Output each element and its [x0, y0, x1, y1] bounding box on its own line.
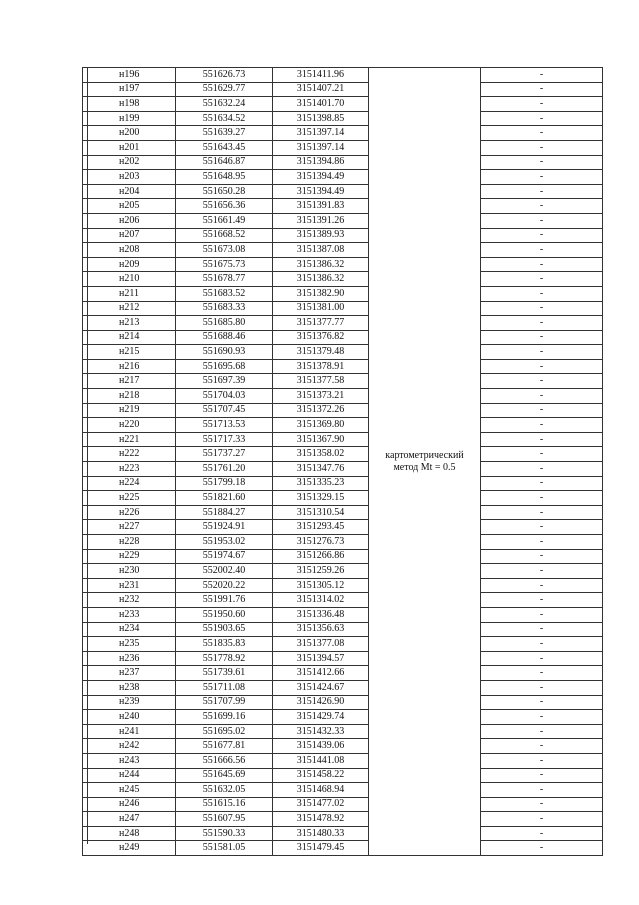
y-coordinate-cell: 3151398.85 — [273, 111, 369, 126]
x-coordinate-cell: 551821.60 — [176, 491, 273, 506]
x-coordinate-cell: 551673.08 — [176, 243, 273, 258]
y-coordinate-cell: 3151335.23 — [273, 476, 369, 491]
table-row — [83, 345, 603, 360]
point-id-cell: н243 — [83, 753, 176, 768]
point-id-cell: н237 — [83, 666, 176, 681]
point-id-cell: н234 — [83, 622, 176, 637]
table-row — [83, 403, 603, 418]
dash-mark-cell: - — [481, 797, 603, 812]
point-id-cell: н215 — [83, 345, 176, 360]
dash-mark-cell: - — [481, 257, 603, 272]
dash-mark-cell: - — [481, 476, 603, 491]
y-coordinate-cell: 3151432.33 — [273, 724, 369, 739]
dash-mark-cell: - — [481, 286, 603, 301]
table-row — [83, 140, 603, 155]
dash-mark-cell: - — [481, 578, 603, 593]
coordinates-table — [82, 67, 603, 856]
point-id-cell: н242 — [83, 739, 176, 754]
y-coordinate-cell: 3151373.21 — [273, 389, 369, 404]
x-coordinate-cell: 551590.33 — [176, 826, 273, 841]
point-id-cell: н212 — [83, 301, 176, 316]
x-coordinate-cell: 551656.36 — [176, 199, 273, 214]
table-row — [83, 272, 603, 287]
table-row — [83, 330, 603, 345]
dash-mark-cell: - — [481, 68, 603, 83]
x-coordinate-cell: 551799.18 — [176, 476, 273, 491]
y-coordinate-cell: 3151314.02 — [273, 593, 369, 608]
dash-mark-cell: - — [481, 272, 603, 287]
y-coordinate-cell: 3151429.74 — [273, 710, 369, 725]
dash-mark-cell: - — [481, 593, 603, 608]
y-coordinate-cell: 3151305.12 — [273, 578, 369, 593]
table-row — [83, 651, 603, 666]
x-coordinate-cell: 551615.16 — [176, 797, 273, 812]
x-coordinate-cell: 551643.45 — [176, 140, 273, 155]
y-coordinate-cell: 3151376.82 — [273, 330, 369, 345]
x-coordinate-cell: 551950.60 — [176, 607, 273, 622]
x-coordinate-cell: 551632.05 — [176, 783, 273, 798]
table-row — [83, 155, 603, 170]
x-coordinate-cell: 551974.67 — [176, 549, 273, 564]
table-row — [83, 622, 603, 637]
dash-mark-cell: - — [481, 462, 603, 477]
dash-mark-cell: - — [481, 330, 603, 345]
table-row — [83, 184, 603, 199]
dash-mark-cell: - — [481, 607, 603, 622]
table-row — [83, 374, 603, 389]
y-coordinate-cell: 3151439.06 — [273, 739, 369, 754]
dash-mark-cell: - — [481, 432, 603, 447]
x-coordinate-cell: 551884.27 — [176, 505, 273, 520]
point-id-cell: н229 — [83, 549, 176, 564]
y-coordinate-cell: 3151356.63 — [273, 622, 369, 637]
y-coordinate-cell: 3151386.32 — [273, 272, 369, 287]
x-coordinate-cell: 551677.81 — [176, 739, 273, 754]
dash-mark-cell: - — [481, 651, 603, 666]
table-row — [83, 724, 603, 739]
y-coordinate-cell: 3151369.80 — [273, 418, 369, 433]
point-id-cell: н220 — [83, 418, 176, 433]
point-id-cell: н209 — [83, 257, 176, 272]
method-cell — [369, 68, 481, 856]
x-coordinate-cell: 551711.08 — [176, 680, 273, 695]
x-coordinate-cell: 551650.28 — [176, 184, 273, 199]
coordinates-table-body — [83, 68, 603, 856]
y-coordinate-cell: 3151293.45 — [273, 520, 369, 535]
table-row — [83, 578, 603, 593]
table-row — [83, 68, 603, 83]
point-id-cell: н201 — [83, 140, 176, 155]
table-row — [83, 447, 603, 462]
x-coordinate-cell: 551581.05 — [176, 841, 273, 856]
y-coordinate-cell: 3151394.86 — [273, 155, 369, 170]
x-coordinate-cell: 551666.56 — [176, 753, 273, 768]
dash-mark-cell: - — [481, 345, 603, 360]
x-coordinate-cell: 551632.24 — [176, 97, 273, 112]
x-coordinate-cell: 551645.69 — [176, 768, 273, 783]
x-coordinate-cell: 551634.52 — [176, 111, 273, 126]
x-coordinate-cell: 551903.65 — [176, 622, 273, 637]
dash-mark-cell: - — [481, 228, 603, 243]
y-coordinate-cell: 3151480.33 — [273, 826, 369, 841]
y-coordinate-cell: 3151266.86 — [273, 549, 369, 564]
y-coordinate-cell: 3151377.08 — [273, 637, 369, 652]
dash-mark-cell: - — [481, 753, 603, 768]
dash-mark-cell: - — [481, 695, 603, 710]
point-id-cell: н233 — [83, 607, 176, 622]
y-coordinate-cell: 3151441.08 — [273, 753, 369, 768]
point-id-cell: н219 — [83, 403, 176, 418]
x-coordinate-cell: 551704.03 — [176, 389, 273, 404]
dash-mark-cell: - — [481, 213, 603, 228]
x-coordinate-cell: 551717.33 — [176, 432, 273, 447]
point-id-cell: н210 — [83, 272, 176, 287]
x-coordinate-cell: 551683.33 — [176, 301, 273, 316]
y-coordinate-cell: 3151478.92 — [273, 812, 369, 827]
x-coordinate-cell: 551695.68 — [176, 359, 273, 374]
x-coordinate-cell: 551661.49 — [176, 213, 273, 228]
x-coordinate-cell: 551699.16 — [176, 710, 273, 725]
table-row — [83, 126, 603, 141]
table-row — [83, 82, 603, 97]
y-coordinate-cell: 3151381.00 — [273, 301, 369, 316]
y-coordinate-cell: 3151329.15 — [273, 491, 369, 506]
x-coordinate-cell: 551695.02 — [176, 724, 273, 739]
x-coordinate-cell: 551668.52 — [176, 228, 273, 243]
dash-mark-cell: - — [481, 739, 603, 754]
dash-mark-cell: - — [481, 389, 603, 404]
dash-mark-cell: - — [481, 520, 603, 535]
point-id-cell: н197 — [83, 82, 176, 97]
y-coordinate-cell: 3151391.26 — [273, 213, 369, 228]
x-coordinate-cell: 551835.83 — [176, 637, 273, 652]
table-row — [83, 301, 603, 316]
dash-mark-cell: - — [481, 403, 603, 418]
x-coordinate-cell: 551626.73 — [176, 68, 273, 83]
table-row — [83, 476, 603, 491]
table-row — [83, 797, 603, 812]
table-row — [83, 505, 603, 520]
y-coordinate-cell: 3151276.73 — [273, 535, 369, 550]
point-id-cell: н202 — [83, 155, 176, 170]
dash-mark-cell: - — [481, 637, 603, 652]
dash-mark-cell: - — [481, 126, 603, 141]
dash-mark-cell: - — [481, 724, 603, 739]
dash-mark-cell: - — [481, 622, 603, 637]
x-coordinate-cell: 551639.27 — [176, 126, 273, 141]
point-id-cell: н213 — [83, 316, 176, 331]
dash-mark-cell: - — [481, 82, 603, 97]
dash-mark-cell: - — [481, 812, 603, 827]
point-id-cell: н196 — [83, 68, 176, 83]
table-row — [83, 666, 603, 681]
table-row — [83, 418, 603, 433]
dash-mark-cell: - — [481, 491, 603, 506]
dash-mark-cell: - — [481, 140, 603, 155]
point-id-cell: н222 — [83, 447, 176, 462]
y-coordinate-cell: 3151394.57 — [273, 651, 369, 666]
table-row — [83, 199, 603, 214]
point-id-cell: н238 — [83, 680, 176, 695]
y-coordinate-cell: 3151391.83 — [273, 199, 369, 214]
point-id-cell: н198 — [83, 97, 176, 112]
dash-mark-cell: - — [481, 549, 603, 564]
dash-mark-cell: - — [481, 680, 603, 695]
point-id-cell: н200 — [83, 126, 176, 141]
point-id-cell: н225 — [83, 491, 176, 506]
x-coordinate-cell: 551648.95 — [176, 170, 273, 185]
x-coordinate-cell: 551713.53 — [176, 418, 273, 433]
table-row — [83, 564, 603, 579]
y-coordinate-cell: 3151468.94 — [273, 783, 369, 798]
point-id-cell: н231 — [83, 578, 176, 593]
point-id-cell: н236 — [83, 651, 176, 666]
x-coordinate-cell: 551685.80 — [176, 316, 273, 331]
table-row — [83, 841, 603, 856]
x-coordinate-cell: 551991.76 — [176, 593, 273, 608]
y-coordinate-cell: 3151458.22 — [273, 768, 369, 783]
point-id-cell: н249 — [83, 841, 176, 856]
table-row — [83, 491, 603, 506]
x-coordinate-cell: 551707.45 — [176, 403, 273, 418]
point-id-cell: н216 — [83, 359, 176, 374]
x-coordinate-cell: 551690.93 — [176, 345, 273, 360]
point-id-cell: н207 — [83, 228, 176, 243]
y-coordinate-cell: 3151394.49 — [273, 184, 369, 199]
table-row — [83, 316, 603, 331]
y-coordinate-cell: 3151424.67 — [273, 680, 369, 695]
point-id-cell: н218 — [83, 389, 176, 404]
table-row — [83, 462, 603, 477]
x-coordinate-cell: 552020.22 — [176, 578, 273, 593]
dash-mark-cell: - — [481, 535, 603, 550]
table-row — [83, 228, 603, 243]
table-row — [83, 695, 603, 710]
table-row — [83, 812, 603, 827]
table-row — [83, 520, 603, 535]
x-coordinate-cell: 551924.91 — [176, 520, 273, 535]
coordinates-document — [82, 67, 602, 856]
x-coordinate-cell: 551697.39 — [176, 374, 273, 389]
y-coordinate-cell: 3151426.90 — [273, 695, 369, 710]
point-id-cell: н230 — [83, 564, 176, 579]
dash-mark-cell: - — [481, 155, 603, 170]
y-coordinate-cell: 3151378.91 — [273, 359, 369, 374]
point-id-cell: н208 — [83, 243, 176, 258]
point-id-cell: н240 — [83, 710, 176, 725]
table-row — [83, 680, 603, 695]
table-row — [83, 739, 603, 754]
dash-mark-cell: - — [481, 783, 603, 798]
table-row — [83, 359, 603, 374]
table-row — [83, 710, 603, 725]
table-row — [83, 826, 603, 841]
point-id-cell: н247 — [83, 812, 176, 827]
x-coordinate-cell: 551953.02 — [176, 535, 273, 550]
point-id-cell: н239 — [83, 695, 176, 710]
dash-mark-cell: - — [481, 826, 603, 841]
point-id-cell: н246 — [83, 797, 176, 812]
table-row — [83, 753, 603, 768]
y-coordinate-cell: 3151358.02 — [273, 447, 369, 462]
y-coordinate-cell: 3151387.08 — [273, 243, 369, 258]
point-id-cell: н244 — [83, 768, 176, 783]
table-row — [83, 768, 603, 783]
x-coordinate-cell: 551737.27 — [176, 447, 273, 462]
y-coordinate-cell: 3151310.54 — [273, 505, 369, 520]
y-coordinate-cell: 3151377.77 — [273, 316, 369, 331]
y-coordinate-cell: 3151336.48 — [273, 607, 369, 622]
x-coordinate-cell: 551646.87 — [176, 155, 273, 170]
table-row — [83, 607, 603, 622]
dash-mark-cell: - — [481, 564, 603, 579]
x-coordinate-cell: 551707.99 — [176, 695, 273, 710]
point-id-cell: н226 — [83, 505, 176, 520]
point-id-cell: н211 — [83, 286, 176, 301]
table-row — [83, 97, 603, 112]
point-id-cell: н217 — [83, 374, 176, 389]
point-id-cell: н223 — [83, 462, 176, 477]
x-coordinate-cell: 551678.77 — [176, 272, 273, 287]
dash-mark-cell: - — [481, 243, 603, 258]
method-line-2: метод Mt = 0.5 — [393, 461, 456, 473]
x-coordinate-cell: 551739.61 — [176, 666, 273, 681]
point-id-cell: н248 — [83, 826, 176, 841]
x-coordinate-cell: 552002.40 — [176, 564, 273, 579]
dash-mark-cell: - — [481, 418, 603, 433]
method-line-1: картометрический — [385, 449, 464, 461]
table-row — [83, 257, 603, 272]
table-row — [83, 432, 603, 447]
dash-mark-cell: - — [481, 359, 603, 374]
table-row — [83, 549, 603, 564]
point-id-cell: н232 — [83, 593, 176, 608]
dash-mark-cell: - — [481, 301, 603, 316]
x-coordinate-cell: 551761.20 — [176, 462, 273, 477]
table-row — [83, 535, 603, 550]
dash-mark-cell: - — [481, 710, 603, 725]
x-coordinate-cell: 551629.77 — [176, 82, 273, 97]
y-coordinate-cell: 3151411.96 — [273, 68, 369, 83]
x-coordinate-cell: 551778.92 — [176, 651, 273, 666]
y-coordinate-cell: 3151397.14 — [273, 140, 369, 155]
table-row — [83, 111, 603, 126]
point-id-cell: н206 — [83, 213, 176, 228]
dash-mark-cell: - — [481, 374, 603, 389]
point-id-cell: н221 — [83, 432, 176, 447]
y-coordinate-cell: 3151347.76 — [273, 462, 369, 477]
y-coordinate-cell: 3151407.21 — [273, 82, 369, 97]
y-coordinate-cell: 3151379.48 — [273, 345, 369, 360]
dash-mark-cell: - — [481, 316, 603, 331]
dash-mark-cell: - — [481, 768, 603, 783]
dash-mark-cell: - — [481, 184, 603, 199]
table-row — [83, 243, 603, 258]
dash-mark-cell: - — [481, 841, 603, 856]
y-coordinate-cell: 3151259.26 — [273, 564, 369, 579]
point-id-cell: н245 — [83, 783, 176, 798]
point-id-cell: н228 — [83, 535, 176, 550]
dash-mark-cell: - — [481, 199, 603, 214]
y-coordinate-cell: 3151372.26 — [273, 403, 369, 418]
x-coordinate-cell: 551683.52 — [176, 286, 273, 301]
dash-mark-cell: - — [481, 505, 603, 520]
table-row — [83, 593, 603, 608]
x-coordinate-cell: 551607.95 — [176, 812, 273, 827]
point-id-cell: н224 — [83, 476, 176, 491]
y-coordinate-cell: 3151389.93 — [273, 228, 369, 243]
x-coordinate-cell: 551675.73 — [176, 257, 273, 272]
y-coordinate-cell: 3151477.02 — [273, 797, 369, 812]
y-coordinate-cell: 3151386.32 — [273, 257, 369, 272]
point-id-cell: н204 — [83, 184, 176, 199]
y-coordinate-cell: 3151394.49 — [273, 170, 369, 185]
dash-mark-cell: - — [481, 170, 603, 185]
y-coordinate-cell: 3151382.90 — [273, 286, 369, 301]
dash-mark-cell: - — [481, 447, 603, 462]
point-id-cell: н199 — [83, 111, 176, 126]
point-id-cell: н205 — [83, 199, 176, 214]
y-coordinate-cell: 3151397.14 — [273, 126, 369, 141]
table-row — [83, 783, 603, 798]
point-id-cell: н227 — [83, 520, 176, 535]
x-coordinate-cell: 551688.46 — [176, 330, 273, 345]
point-id-cell: н214 — [83, 330, 176, 345]
y-coordinate-cell: 3151367.90 — [273, 432, 369, 447]
table-row — [83, 170, 603, 185]
y-coordinate-cell: 3151377.58 — [273, 374, 369, 389]
table-row — [83, 213, 603, 228]
dash-mark-cell: - — [481, 666, 603, 681]
dash-mark-cell: - — [481, 111, 603, 126]
y-coordinate-cell: 3151401.70 — [273, 97, 369, 112]
table-row — [83, 637, 603, 652]
table-row — [83, 389, 603, 404]
point-id-cell: н241 — [83, 724, 176, 739]
table-row — [83, 286, 603, 301]
y-coordinate-cell: 3151412.66 — [273, 666, 369, 681]
y-coordinate-cell: 3151479.45 — [273, 841, 369, 856]
point-id-cell: н235 — [83, 637, 176, 652]
point-id-cell: н203 — [83, 170, 176, 185]
dash-mark-cell: - — [481, 97, 603, 112]
